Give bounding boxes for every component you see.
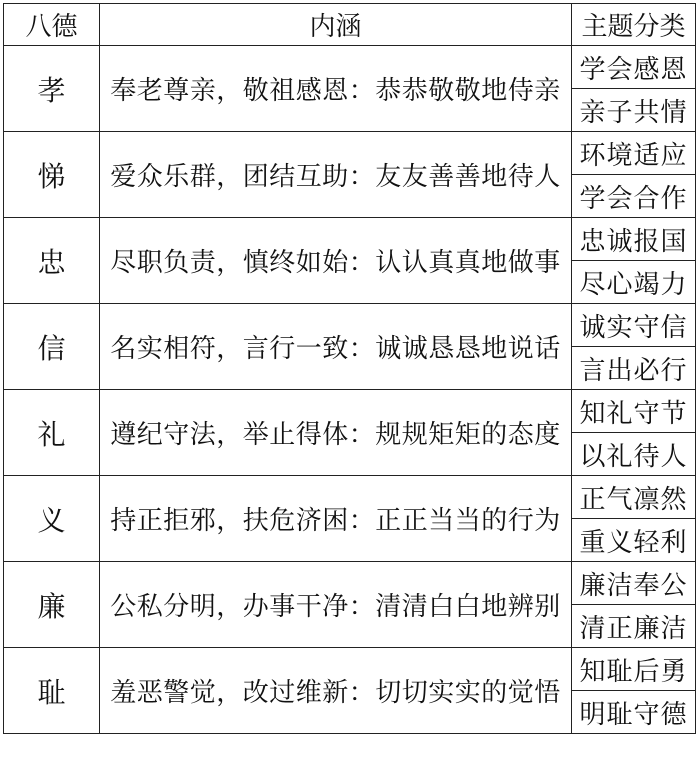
virtue-cell: 信 bbox=[4, 304, 100, 390]
header-meaning: 内涵 bbox=[100, 4, 572, 46]
theme-cell: 环境适应 bbox=[572, 132, 696, 175]
meaning-cell: 羞恶警觉，改过维新：切切实实的觉悟 bbox=[100, 648, 572, 734]
virtue-cell: 礼 bbox=[4, 390, 100, 476]
meaning-cell: 公私分明，办事干净：清清白白地辨别 bbox=[100, 562, 572, 648]
table-row bbox=[4, 304, 696, 347]
virtue-cell: 悌 bbox=[4, 132, 100, 218]
eight-virtues-table bbox=[3, 3, 696, 734]
header-row bbox=[4, 4, 696, 46]
table-row bbox=[4, 132, 696, 175]
table-row bbox=[4, 46, 696, 89]
virtue-cell: 忠 bbox=[4, 218, 100, 304]
meaning-cell: 遵纪守法，举止得体：规规矩矩的态度 bbox=[100, 390, 572, 476]
theme-cell: 廉洁奉公 bbox=[572, 562, 696, 605]
meaning-cell: 尽职负责，慎终如始：认认真真地做事 bbox=[100, 218, 572, 304]
theme-cell: 重义轻利 bbox=[572, 519, 696, 562]
theme-cell: 正气凛然 bbox=[572, 476, 696, 519]
virtue-cell: 廉 bbox=[4, 562, 100, 648]
meaning-cell: 奉老尊亲，敬祖感恩：恭恭敬敬地侍亲 bbox=[100, 46, 572, 132]
theme-cell: 以礼待人 bbox=[572, 433, 696, 476]
theme-cell: 知礼守节 bbox=[572, 390, 696, 433]
theme-cell: 诚实守信 bbox=[572, 304, 696, 347]
theme-cell: 忠诚报国 bbox=[572, 218, 696, 261]
theme-cell: 明耻守德 bbox=[572, 691, 696, 734]
theme-cell: 学会合作 bbox=[572, 175, 696, 218]
table-row bbox=[4, 218, 696, 261]
header-virtue: 八德 bbox=[4, 4, 100, 46]
theme-cell: 言出必行 bbox=[572, 347, 696, 390]
virtue-cell: 义 bbox=[4, 476, 100, 562]
meaning-cell: 持正拒邪，扶危济困：正正当当的行为 bbox=[100, 476, 572, 562]
table-row bbox=[4, 390, 696, 433]
theme-cell: 尽心竭力 bbox=[572, 261, 696, 304]
theme-cell: 亲子共情 bbox=[572, 89, 696, 132]
virtue-cell: 孝 bbox=[4, 46, 100, 132]
virtue-cell: 耻 bbox=[4, 648, 100, 734]
header-theme: 主题分类 bbox=[572, 4, 696, 46]
theme-cell: 知耻后勇 bbox=[572, 648, 696, 691]
table-row bbox=[4, 562, 696, 605]
meaning-cell: 爱众乐群，团结互助：友友善善地待人 bbox=[100, 132, 572, 218]
theme-cell: 学会感恩 bbox=[572, 46, 696, 89]
table-row bbox=[4, 648, 696, 691]
theme-cell: 清正廉洁 bbox=[572, 605, 696, 648]
meaning-cell: 名实相符，言行一致：诚诚恳恳地说话 bbox=[100, 304, 572, 390]
table-row bbox=[4, 476, 696, 519]
